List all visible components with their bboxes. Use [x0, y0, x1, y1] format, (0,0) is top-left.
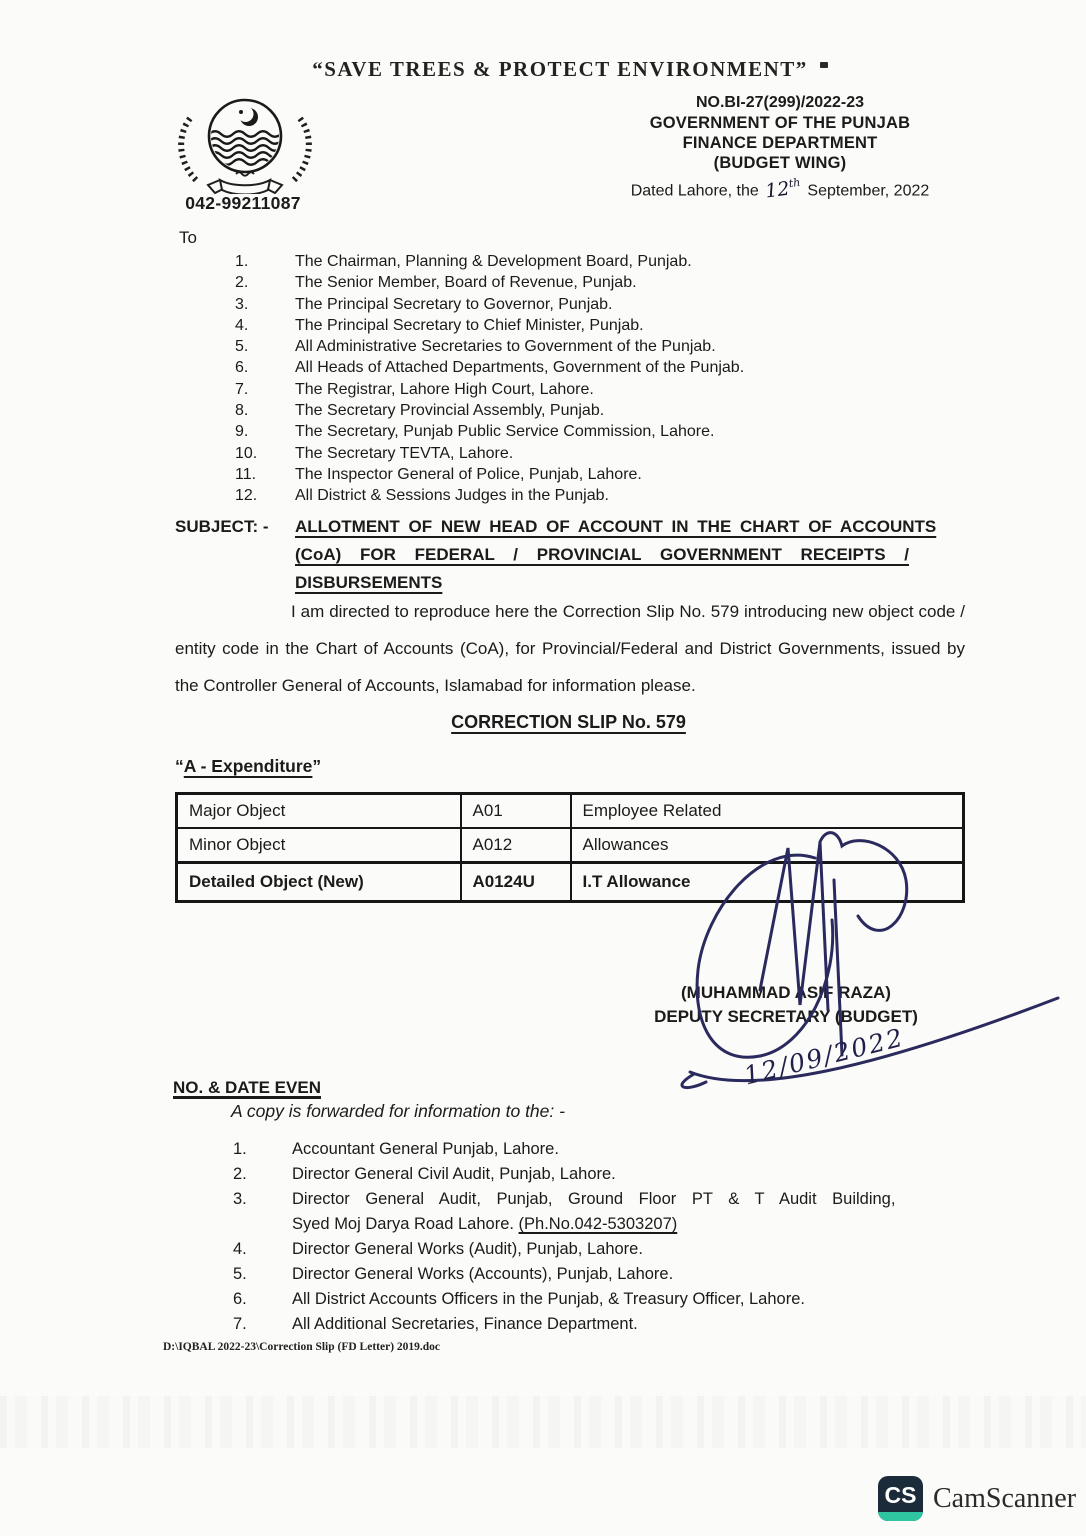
copy-item: 5. Director General Works (Accounts), Punjab, Lahore.: [233, 1265, 674, 1283]
reference-number: NO.BI-27(299)/2022-23: [695, 94, 865, 111]
to-item: 12. All District & Sessions Judges in the Punjab.: [235, 487, 609, 505]
signer-block: [618, 981, 954, 1029]
file-path: D:\IQBAL 2022-23\Correction Slip (FD Letter) 2019.doc: [163, 1341, 441, 1353]
subject-text: [295, 513, 965, 597]
signer-name: (MUHAMMAD ASIF RAZA): [681, 983, 891, 1002]
to-item: 9. The Secretary, Punjab Public Service Commission, Lahore.: [235, 423, 715, 441]
copy-item: 7. All Additional Secretaries, Finance Department.: [233, 1315, 638, 1333]
correction-slip-heading: CORRECTION SLIP No. 579: [451, 712, 686, 732]
cell-code: A01: [461, 794, 571, 829]
date-suffix: September, 2022: [807, 182, 930, 200]
distribution-heading: NO. & DATE EVEN: [173, 1078, 321, 1097]
subject-line-2: (CoA) FOR FEDERAL / PROVINCIAL GOVERNMENT RECEIPTS /: [295, 545, 910, 564]
table-row: [177, 863, 964, 902]
to-item: 3. The Principal Secretary to Governor, Punjab.: [235, 295, 613, 313]
signer-title: DEPUTY SECRETARY (BUDGET): [654, 1007, 918, 1026]
cell-desc: Employee Related: [571, 794, 964, 829]
to-item: 2. The Senior Member, Board of Revenue, Punjab.: [235, 274, 637, 292]
cell-label: Detailed Object (New): [177, 863, 461, 902]
to-item: 8. The Secretary Provincial Assembly, Punjab.: [235, 402, 605, 420]
to-item: 4. The Principal Secretary to Chief Minister, Punjab.: [235, 316, 644, 334]
handwritten-date: 12/09/2022: [740, 1022, 908, 1091]
camscanner-icon: [878, 1476, 923, 1521]
camscanner-teal-bar: [878, 1512, 923, 1521]
camscanner-watermark: [878, 1476, 1076, 1521]
copy-list: [233, 1137, 975, 1337]
date-prefix: Dated Lahore, the: [630, 182, 759, 200]
copy-item: 6. All District Accounts Officers in the Punjab, & Treasury Officer, Lahore.: [233, 1290, 805, 1308]
phone-number: (Ph.No.042-5303207): [518, 1215, 678, 1233]
org-department: FINANCE DEPARTMENT: [682, 134, 878, 152]
subject-line-3: DISBURSEMENTS: [295, 573, 443, 592]
cell-label: Major Object: [177, 794, 461, 829]
copy-item-line2: Syed Moj Darya Road Lahore. (Ph.No.042-5303207): [292, 1215, 678, 1233]
date-line: [575, 173, 985, 202]
distribution-intro: A copy is forwarded for information to the: -: [231, 1101, 565, 1121]
subject-label: SUBJECT: -: [175, 517, 269, 536]
body-paragraph: I am directed to reproduce here the Correction Slip No. 579 introducing new object code / entity code in the Chart of Accounts (CoA), for Provincial/Federal and District Governments, issued by the Controller General of Accounts, Islamabad for information please.: [175, 602, 965, 695]
cell-code: A0124U: [461, 863, 571, 902]
copy-item: 4. Director General Works (Audit), Punjab, Lahore.: [233, 1240, 643, 1258]
to-list: [235, 251, 975, 507]
to-label: To: [179, 228, 197, 247]
org-wing: (BUDGET WING): [713, 154, 847, 172]
to-item: 7. The Registrar, Lahore High Court, Lahore.: [235, 380, 594, 398]
office-phone: 042-99211087: [185, 193, 301, 213]
to-item: 1. The Chairman, Planning & Development Board, Punjab.: [235, 253, 692, 270]
letterhead-block: [575, 93, 985, 202]
camscanner-badge: CS: [884, 1482, 917, 1508]
copy-item-line1: Director General Audit, Punjab, Ground Floor PT & T Audit Building,: [292, 1190, 896, 1208]
copy-item: 1. Accountant General Punjab, Lahore.: [233, 1140, 559, 1158]
to-item: 6. All Heads of Attached Departments, Government of the Punjab.: [235, 359, 745, 377]
camscanner-label: CamScanner: [933, 1482, 1077, 1514]
cell-label: Minor Object: [177, 828, 461, 863]
to-item: 11. The Inspector General of Police, Punjab, Lahore.: [235, 465, 642, 483]
motto-heading: “SAVE TREES & PROTECT ENVIRONMENT”: [312, 57, 808, 81]
handwritten-day: 12th: [764, 175, 802, 203]
cell-code: A012: [461, 828, 571, 863]
org-name: GOVERNMENT OF THE PUNJAB: [649, 114, 911, 132]
cell-desc: Allowances: [571, 828, 964, 863]
scan-artifact-band: [0, 1396, 1086, 1448]
table-row: [177, 794, 964, 829]
to-item: 5. All Administrative Secretaries to Government of the Punjab.: [235, 338, 716, 356]
table-row: [177, 828, 964, 863]
to-item: 10. The Secretary TEVTA, Lahore.: [235, 444, 514, 462]
copy-item: 2. Director General Civil Audit, Punjab, Lahore.: [233, 1165, 616, 1183]
cell-desc: I.T Allowance: [571, 863, 964, 902]
punjab-crest-logo: [170, 92, 320, 199]
crest-icon: [170, 92, 320, 194]
expenditure-section-heading: “A - Expenditure”: [175, 756, 322, 776]
scan-speck: [820, 62, 828, 68]
chart-of-accounts-table: [175, 792, 965, 903]
subject-line-1: ALLOTMENT OF NEW HEAD OF ACCOUNT IN THE CHART OF ACCOUNTS: [295, 517, 937, 536]
copy-item: 3. Director General Audit, Punjab, Ground Floor PT & T Audit Building, Syed Moj Darya Road Lahore. (Ph.No.042-5303207): [233, 1187, 975, 1237]
subject-block: [175, 513, 965, 597]
